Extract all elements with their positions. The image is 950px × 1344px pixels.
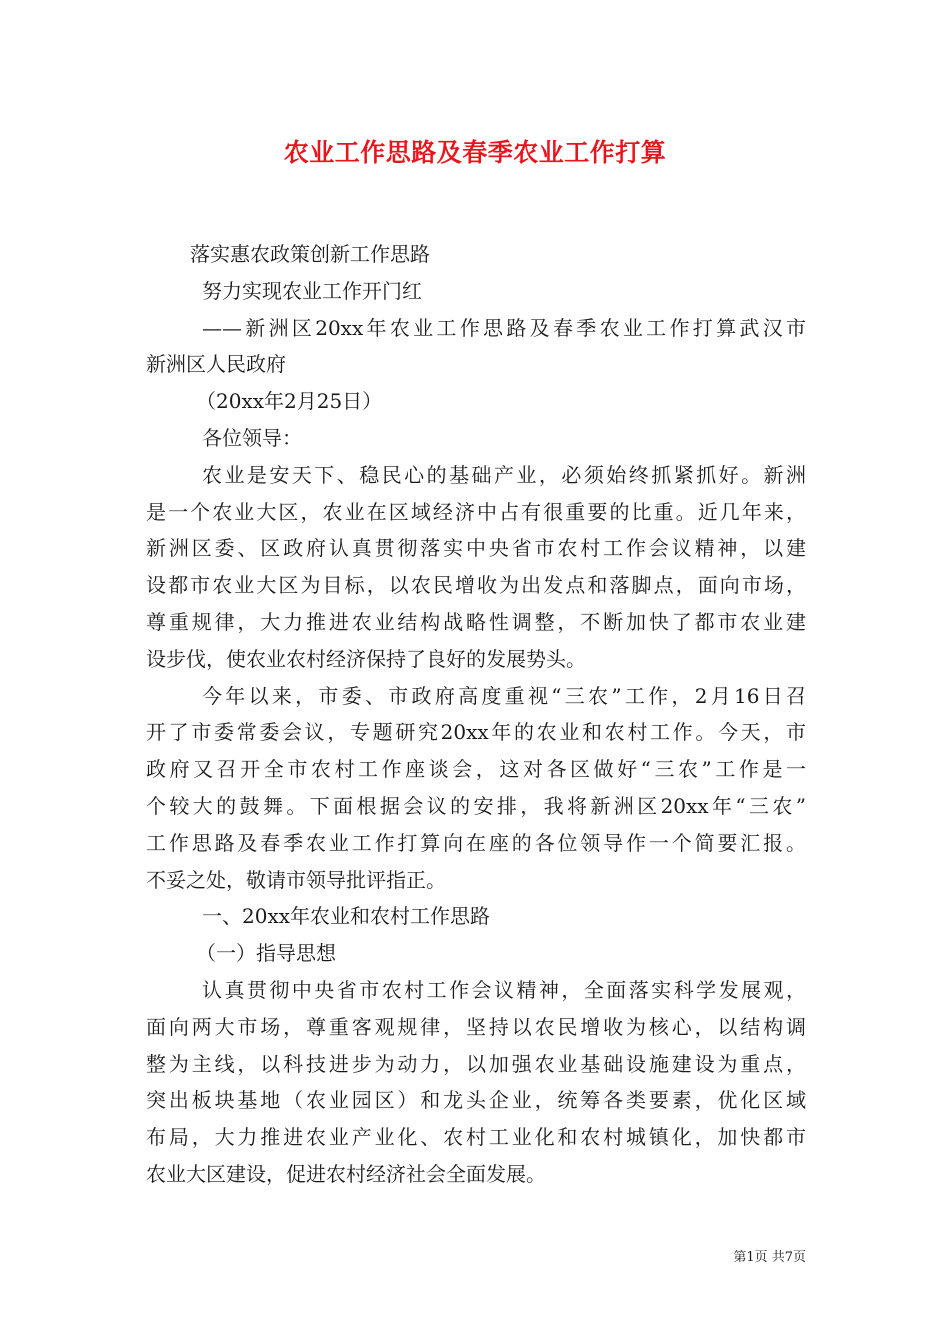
text-line: （20xx年2月25日）: [196, 389, 383, 414]
text-line: 设步伐，使农业农村经济保持了良好的发展势头。: [146, 646, 586, 671]
text-line: 是一个农业大区，农业在区域经济中占有很重要的比重。近几年来，: [146, 499, 806, 524]
text-line: 农业是安天下、稳民心的基础产业，必须始终抓紧抓好。新洲: [202, 462, 806, 487]
text-line: 今年以来，市委、市政府高度重视“三农”工作，2月16日召: [202, 683, 806, 708]
text-line: 个较大的鼓舞。下面根据会议的安排，我将新洲区20xx年“三农”: [146, 793, 806, 818]
text-line: 设都市农业大区为目标，以农民增收为出发点和落脚点，面向市场，: [146, 573, 806, 598]
text-line: （一）指导思想: [196, 941, 336, 966]
document-title: 农业工作思路及春季农业工作打算: [283, 138, 667, 167]
page-number: 第1页 共7页: [733, 1250, 806, 1265]
text-line: 不妥之处，敬请市领导批评指正。: [146, 867, 446, 892]
text-line: 尊重规律，大力推进农业结构战略性调整，不断加快了都市农业建: [146, 609, 806, 634]
text-line: 政府又召开全市农村工作座谈会，这对各区做好“三农”工作是一: [146, 757, 806, 782]
text-line: 落实惠农政策创新工作思路: [190, 242, 430, 266]
document-body: [146, 236, 806, 1193]
text-line: ——新洲区20xx年农业工作思路及春季农业工作打算武汉市: [202, 315, 806, 340]
text-line: 各位领导：: [202, 425, 302, 450]
text-line: 新洲区人民政府: [146, 352, 286, 377]
text-line: 开了市委常委会议，专题研究20xx年的农业和农村工作。今天，市: [146, 720, 806, 745]
text-line: 认真贯彻中央省市农村工作会议精神，全面落实科学发展观，: [202, 977, 806, 1002]
text-line: 努力实现农业工作开门红: [202, 278, 422, 303]
text-line: 一、20xx年农业和农村工作思路: [202, 904, 491, 929]
text-line: 工作思路及春季农业工作打算向在座的各位领导作一个简要汇报。: [146, 830, 806, 855]
text-line: 布局，大力推进农业产业化、农村工业化和农村城镇化，加快都市: [146, 1125, 806, 1150]
text-line: 新洲区委、区政府认真贯彻落实中央省市农村工作会议精神，以建: [146, 536, 806, 561]
text-line: 整为主线，以科技进步为动力，以加强农业基础设施建设为重点，: [146, 1051, 806, 1076]
text-line: 面向两大市场，尊重客观规律，坚持以农民增收为核心，以结构调: [146, 1014, 806, 1039]
text-line: 突出板块基地（农业园区）和龙头企业，统筹各类要素，优化区域: [146, 1088, 806, 1113]
text-line: 农业大区建设，促进农村经济社会全面发展。: [146, 1161, 546, 1186]
